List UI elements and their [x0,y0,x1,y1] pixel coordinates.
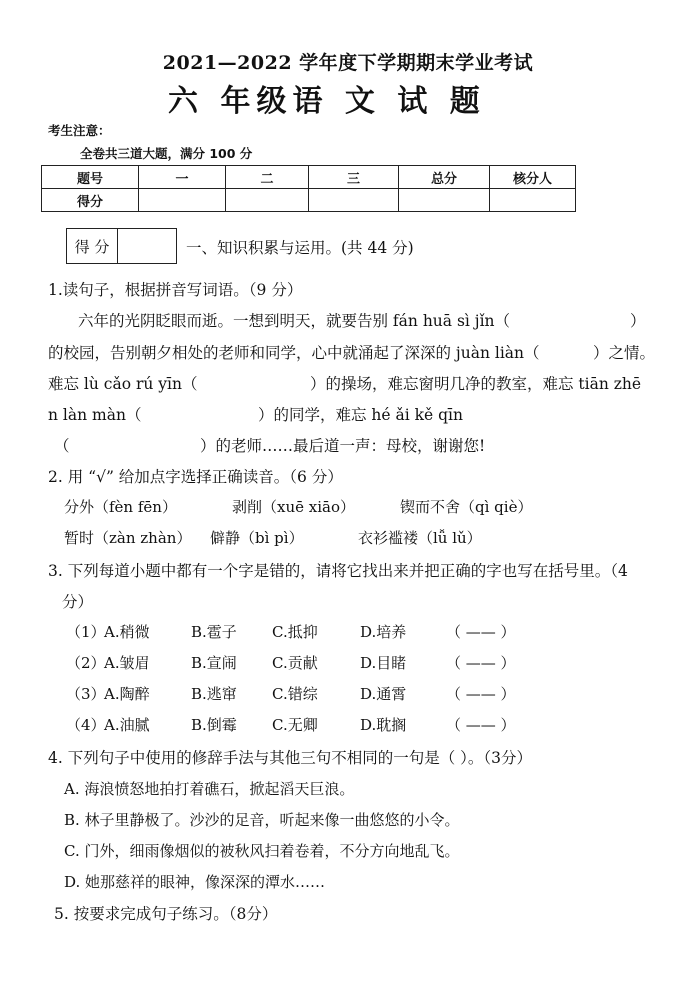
notice-text: 全卷共三道大题，满分 100 分 [80,146,253,161]
notice-label: 考生注意： [48,123,111,138]
q1-line4-rest: ）的同学，难忘 hé ǎi kě qīn [258,406,463,424]
q5-stem: 5. 按要求完成句子练习。（8分） [54,905,278,923]
q3-option-c: C.贡献 [272,654,318,672]
score-header-cell: 题号 [42,166,139,189]
q4-option: A. 海浪愤怒地拍打着礁石，掀起滔天巨浪。 [64,780,355,798]
exam-title: 2021—2022 学年度下学期期末学业考试 [162,52,534,74]
score-cell[interactable] [309,189,399,212]
section-title: 一、知识积累与运用。(共 44 分) [186,239,414,257]
q3-row-num: （1） [66,623,106,641]
q1-line3-text: 难忘 lù cǎo rú yīn（ [48,375,198,393]
q3-option-b: B.宣闹 [191,654,237,672]
score-header-cell: 一 [139,166,226,189]
q1-line4-text: n làn màn（ [48,406,142,424]
q3-option-d: D.耽搁 [360,716,407,734]
q3-option-a: A.稍微 [104,623,150,641]
score-cell[interactable] [490,189,576,212]
score-cell[interactable] [139,189,226,212]
q4-stem: 4. 下列句子中使用的修辞手法与其他三句不相同的一句是（ ）。（3分） [48,749,533,767]
q3-answer-blank[interactable]: （ —— ） [446,716,516,734]
q1-line1-text: 六年的光阴眨眼而逝。一想到明天，就要告别 fán huā sì jǐn（ [78,312,511,330]
q3-row-num: （4） [66,716,106,734]
q1-line1-close: ） [630,312,646,330]
q3-answer-blank[interactable]: （ —— ） [446,623,516,641]
q2-item: 僻静（bì pì） [210,529,304,547]
score-cell[interactable] [226,189,309,212]
q3-option-a: A.陶醉 [104,685,150,703]
q4-option: C. 门外，细雨像烟似的被秋风扫着卷着，不分方向地乱飞。 [64,842,460,860]
section-score-label: 得 分 [67,229,118,264]
q3-row-num: （2） [66,654,106,672]
q3-option-b: B.倒霉 [191,716,237,734]
q3-stem-cont: 分） [62,593,94,611]
q3-row-num: （3） [66,685,106,703]
q2-item: 剥削（xuē xiāo） [232,498,355,516]
score-table [41,165,576,212]
score-header-cell: 总分 [399,166,490,189]
q3-option-d: D.培养 [360,623,407,641]
score-header-cell: 核分人 [490,166,576,189]
q3-option-b: B.雹子 [191,623,237,641]
q1-line5-rest: ）的老师……最后道一声：母校，谢谢您! [200,437,486,455]
q3-option-c: C.无卿 [272,716,318,734]
q3-answer-blank[interactable]: （ —— ） [446,654,516,672]
q3-option-a: A.油腻 [104,716,150,734]
q3-option-a: A.皱眉 [104,654,150,672]
score-header-cell: 二 [226,166,309,189]
q3-option-d: D.目睹 [360,654,407,672]
section-score-cell[interactable] [118,229,177,264]
q1-line2-close: ）之情。 [593,344,656,362]
score-header-cell: 三 [309,166,399,189]
q2-item: 暂时（zàn zhàn） [64,529,192,547]
exam-subtitle: 六 年级语 文 试 题 [168,84,486,119]
q2-item: 衣衫褴褛（lǚ lǔ） [358,529,482,547]
q3-answer-blank[interactable]: （ —— ） [446,685,516,703]
q3-option-b: B.逃窜 [191,685,237,703]
q1-line5-open: （ [54,437,70,455]
score-table-header-row [42,166,576,189]
score-row-label: 得分 [42,189,139,212]
q3-option-c: C.抵抑 [272,623,318,641]
q4-option: B. 林子里静极了。沙沙的足音，听起来像一曲悠悠的小令。 [64,811,460,829]
q3-option-c: C.错综 [272,685,318,703]
q2-item: 分外（fèn fēn） [64,498,177,516]
q1-line3-rest: ）的操场，难忘窗明几净的教室，难忘 tiān zhē [310,375,642,393]
q3-option-d: D.通霄 [360,685,407,703]
q2-stem: 2. 用 “√” 给加点字选择正确读音。（6 分） [48,468,343,486]
section-score-box [66,228,177,264]
score-cell[interactable] [399,189,490,212]
q3-stem: 3. 下列每道小题中都有一个字是错的，请将它找出来并把正确的字也写在括号里。（4 [48,562,628,580]
q1-line2-text: 的校园，告别朝夕相处的老师和同学，心中就涌起了深深的 juàn liàn（ [48,344,540,362]
q4-option: D. 她那慈祥的眼神，像深深的潭水…… [64,873,326,891]
score-table-score-row [42,189,576,212]
q2-item: 锲而不舍（qì qiè） [400,498,533,516]
q1-stem: 1.读句子，根据拼音写词语。（9 分） [48,281,303,299]
